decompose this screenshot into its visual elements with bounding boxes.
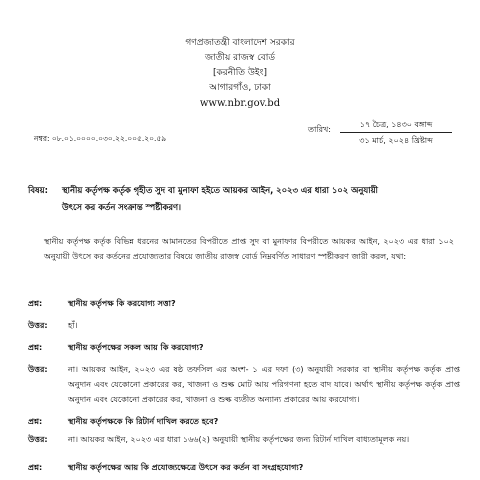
question-2 bbox=[28, 340, 460, 355]
date-label: তারিখ: bbox=[308, 125, 331, 134]
question-3 bbox=[28, 414, 460, 429]
question-label: প্রশ্ন: bbox=[28, 463, 43, 472]
wing-name: [করনীতি উইং] bbox=[213, 68, 267, 78]
question-text: স্থানীয় কর্তৃপক্ষকে কি রিটার্ন দাখিল করতে হবে? bbox=[68, 417, 219, 426]
government-name: গণপ্রজাতন্ত্রী বাংলাদেশ সরকার bbox=[185, 38, 295, 48]
memo-number: নম্বর: ০৮.০১.০০০০.০৩০.২২.০০৫.২০.৫৯ bbox=[34, 134, 167, 143]
subject-label: বিষয়: bbox=[28, 185, 48, 195]
question-text: স্থানীয় কর্তৃপক্ষের আয় কি প্রযোজ্যক্ষেত্রে উৎসে কর কর্তন বা সংগ্রহযোগ্য? bbox=[68, 463, 304, 472]
website-link[interactable]: www.nbr.gov.bd bbox=[199, 98, 281, 109]
question-label: প্রশ্ন: bbox=[28, 417, 43, 426]
question-1 bbox=[28, 296, 460, 311]
answer-text: হাঁ। bbox=[68, 321, 78, 330]
question-label: প্রশ্ন: bbox=[28, 343, 43, 352]
answer-2 bbox=[28, 362, 460, 407]
subject-line-2: উৎসে কর কর্তন সংক্রান্ত স্পষ্টীকরণ। bbox=[62, 202, 182, 212]
letterhead bbox=[0, 36, 480, 112]
answer-1 bbox=[28, 318, 460, 333]
subject-block bbox=[28, 182, 458, 216]
answer-label: উত্তর: bbox=[28, 321, 48, 330]
subject-line-1: স্থানীয় কর্তৃপক্ষ কর্তৃক গৃহীত সুদ বা মুনাফা হইতে আয়কর আইন, ২০২৩ এর ধারা ১০২ অনুযায়ী bbox=[62, 185, 378, 195]
question-4 bbox=[28, 460, 460, 475]
answer-text: না। আয়কর আইন, ২০২৩ এর ষষ্ঠ তফসিল এর অংশ- ১ এর দফা (৩) অনুযায়ী সরকার বা স্থানীয় কর্তৃপক্ষ কর্তৃক প্রাপ্ত অনুদান এবং যেকোনো প্রকারের কর, খাজনা ও শুল্ক মোট আয় পরিগণনা হতে বাদ যাবে। অর্থাৎ স্থানীয় কর্তৃপক্ষ কর্তৃক প্রাপ্ত অনুদান এবং যেকোনো প্রকারের কর, খাজনা ও শুল্ক ব্যতীত অন্যান্য প্রকারের আয় করযোগ্য। bbox=[68, 365, 460, 404]
answer-label: উত্তর: bbox=[28, 435, 48, 444]
answer-3 bbox=[28, 432, 460, 447]
date-gregorian: ৩১ মার্চ, ২০২৪ খ্রিষ্টাব্দ bbox=[359, 136, 433, 145]
address: আগারগাঁও, ঢাকা bbox=[209, 83, 271, 93]
date-bengali: ১৭ চৈত্র, ১৪৩০ বঙ্গাব্দ bbox=[359, 120, 433, 129]
date-block bbox=[340, 118, 452, 147]
intro-paragraph: স্থানীয় কর্তৃপক্ষ কর্তৃক বিভিন্ন ধরনের আমানতের বিপরীতে প্রাপ্ত সুদ বা মুনাফার বিপরীতে আয়কর আইন, ২০২৩ এর ধারা ১০২ অনুযায়ী উৎসে কর কর্তনের প্রযোজ্যতার বিষয়ে জাতীয় রাজস্ব বোর্ড নিম্নবর্ণিত সাধারণ স্পষ্টীকরণ জারী করল, যথা: bbox=[44, 237, 454, 261]
question-label: প্রশ্ন: bbox=[28, 299, 43, 308]
board-name: জাতীয় রাজস্ব বোর্ড bbox=[205, 53, 275, 63]
question-text: স্থানীয় কর্তৃপক্ষ কি করযোগ্য সত্তা? bbox=[68, 299, 176, 308]
question-text: স্থানীয় কর্তৃপক্ষের সকল আয় কি করযোগ্য? bbox=[68, 343, 204, 352]
answer-text: না। আয়কর আইন, ২০২৩ এর ধারা ১৬৬(২) অনুযায়ী স্থানীয় কর্তৃপক্ষের জন্য রিটার্ন দাখিল বাধ্যতামূলক নয়। bbox=[68, 435, 410, 444]
date-divider bbox=[340, 132, 452, 133]
answer-label: উত্তর: bbox=[28, 365, 48, 374]
